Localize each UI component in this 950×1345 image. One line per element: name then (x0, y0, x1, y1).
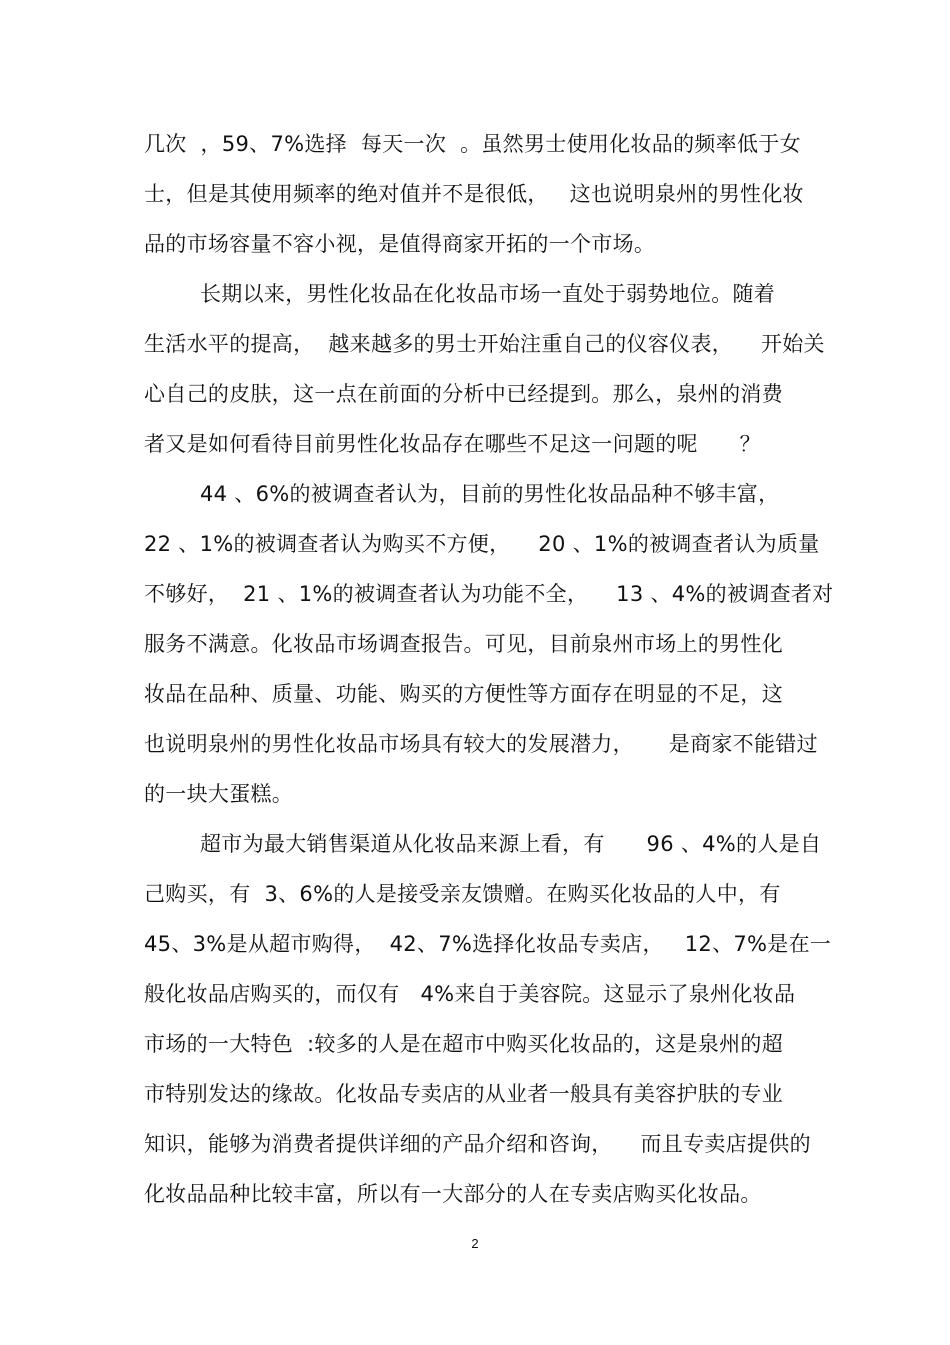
text-line: 也说明泉州的男性化妆品市场具有较大的发展潜力， 是商家不能错过 (144, 732, 818, 756)
text-line: 知识，能够为消费者提供详细的产品介绍和咨询， 而且专卖店提供的 (144, 1132, 811, 1156)
paragraph-first-line: 超市为最大销售渠道从化妆品来源上看，有 96 、4%的人是自 (200, 832, 822, 856)
text-line: 服务不满意。化妆品市场调查报告。可见，目前泉州市场上的男性化 (144, 632, 783, 656)
text-line: 心自己的皮肤，这一点在前面的分析中已经提到。那么，泉州的消费 (144, 382, 783, 406)
text-line: 几次 ，59、7%选择 每天一次 。虽然男士使用化妆品的频率低于女 (144, 132, 801, 156)
text-line: 市场的一大特色 :较多的人是在超市中购买化妆品的，这是泉州的超 (144, 1032, 784, 1056)
text-line: 22 、1%的被调查者认为购买不方便， 20 、1%的被调查者认为质量 (144, 532, 820, 556)
text-line: 的一块大蛋糕。 (144, 782, 294, 806)
text-line: 者又是如何看待目前男性化妆品存在哪些不足这一问题的呢 ？ (144, 432, 761, 456)
text-line: 妆品在品种、质量、功能、购买的方便性等方面存在明显的不足，这 (144, 682, 783, 706)
text-line: 士，但是其使用频率的绝对值并不是很低， 这也说明泉州的男性化妆 (144, 182, 804, 206)
text-line: 品的市场容量不容小视，是值得商家开拓的一个市场。 (144, 232, 656, 256)
paragraph-first-line: 44 、6%的被调查者认为，目前的男性化妆品品种不够丰富， (200, 482, 780, 506)
text-line: 己购买，有 3、6%的人是接受亲友馈赠。在购买化妆品的人中，有 (144, 882, 781, 906)
paragraph-first-line: 长期以来，男性化妆品在化妆品市场一直处于弱势地位。随着 (200, 282, 776, 306)
text-line: 市特别发达的缘故。化妆品专卖店的从业者一般具有美容护肤的专业 (144, 1082, 783, 1106)
page-number: 2 (471, 1236, 479, 1251)
text-line: 不够好， 21 、1%的被调查者认为功能不全， 13 、4%的被调查者对 (144, 582, 834, 606)
text-line: 生活水平的提高， 越来越多的男士开始注重自己的仪容仪表， 开始关 (144, 332, 825, 356)
text-line: 45、3%是从超市购得， 42、7%选择化妆品专卖店， 12、7%是在一 (144, 932, 832, 956)
text-line: 化妆品品种比较丰富，所以有一大部分的人在专卖店购买化妆品。 (144, 1182, 762, 1206)
text-line: 般化妆品店购买的，而仅有 4%来自于美容院。这显示了泉州化妆品 (144, 982, 796, 1006)
